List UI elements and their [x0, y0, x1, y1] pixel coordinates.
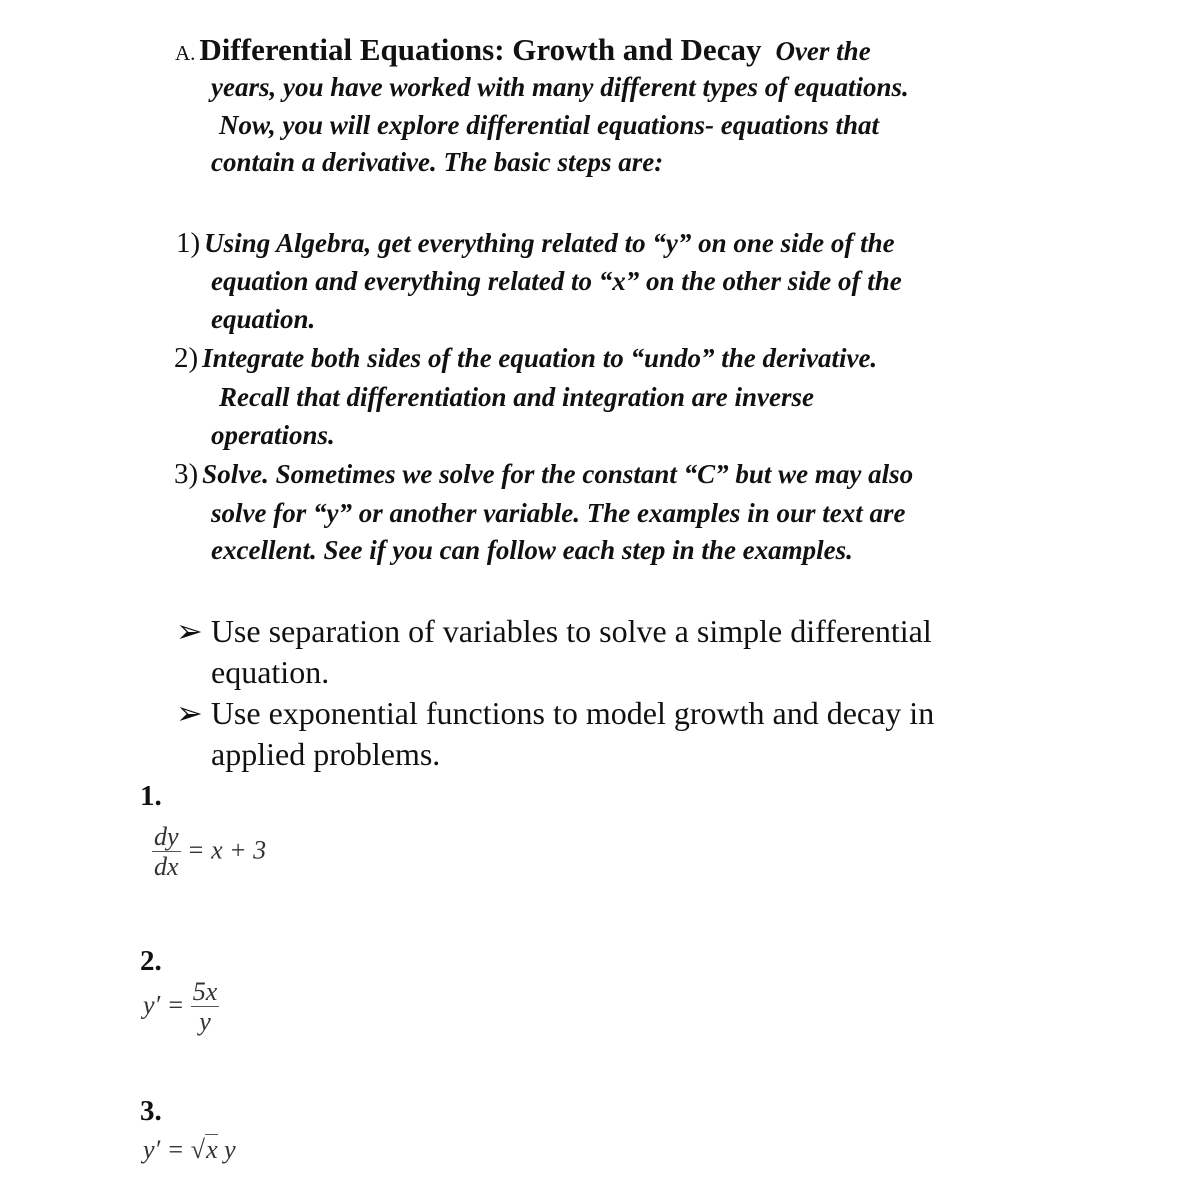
- intro-line: contain a derivative. The basic steps are:: [211, 147, 664, 177]
- section-heading: [175, 34, 871, 65]
- fraction-numerator: 5x: [192, 977, 218, 1006]
- objective-text: Use exponential functions to model growth and decay in: [210, 695, 935, 731]
- intro-line: years, you have worked with many different types of equations.: [211, 72, 909, 102]
- fraction-numerator: dy: [154, 822, 179, 851]
- section-title: Differential Equations: Growth and Decay: [199, 32, 762, 67]
- intro-line: Now, you will explore differential equations- equations that: [219, 110, 880, 140]
- problem-number: 3.: [140, 1095, 162, 1127]
- step-text: operations.: [211, 420, 335, 450]
- step-number: 2): [174, 342, 199, 374]
- square-root-icon: √: [190, 1135, 206, 1164]
- objective-text: applied problems.: [211, 736, 441, 772]
- problem-number: 1.: [140, 780, 162, 812]
- step-text: solve for “y” or another variable. The examples in our text are: [211, 498, 906, 528]
- equation: [143, 1137, 236, 1163]
- step-text: Using Algebra, get everything related to “y” on one side of the: [204, 228, 895, 258]
- step-text: excellent. See if you can follow each step in the examples.: [211, 535, 853, 565]
- problem-number: 2.: [140, 945, 162, 977]
- equation-tail: y: [224, 1135, 236, 1164]
- radicand: x: [206, 1135, 218, 1164]
- equation: [143, 978, 219, 1037]
- step-text: Integrate both sides of the equation to “undo” the derivative.: [202, 343, 878, 373]
- arrow-bullet-icon: ➢: [176, 613, 203, 649]
- objective-text: equation.: [211, 654, 330, 690]
- arrow-bullet-icon: ➢: [176, 695, 203, 731]
- fraction-denominator: y: [199, 1007, 211, 1037]
- equation-lhs: y′ =: [143, 990, 185, 1020]
- equation-rhs: = x + 3: [187, 835, 267, 865]
- fraction-denominator: dx: [154, 852, 179, 882]
- step-number: 1): [176, 227, 201, 259]
- step-text: equation and everything related to “x” on the other side of the: [211, 266, 902, 296]
- section-label: A.: [175, 41, 196, 65]
- step-number: 3): [174, 458, 199, 490]
- objective-text: Use separation of variables to solve a simple differential: [210, 613, 932, 649]
- equation-lhs: y′ =: [143, 1135, 185, 1164]
- intro-line: Over the: [775, 36, 871, 66]
- step-text: Recall that differentiation and integration are inverse: [219, 382, 815, 412]
- step-text: equation.: [211, 304, 316, 334]
- equation: [152, 823, 266, 882]
- step-text: Solve. Sometimes we solve for the constant “C” but we may also: [202, 459, 914, 489]
